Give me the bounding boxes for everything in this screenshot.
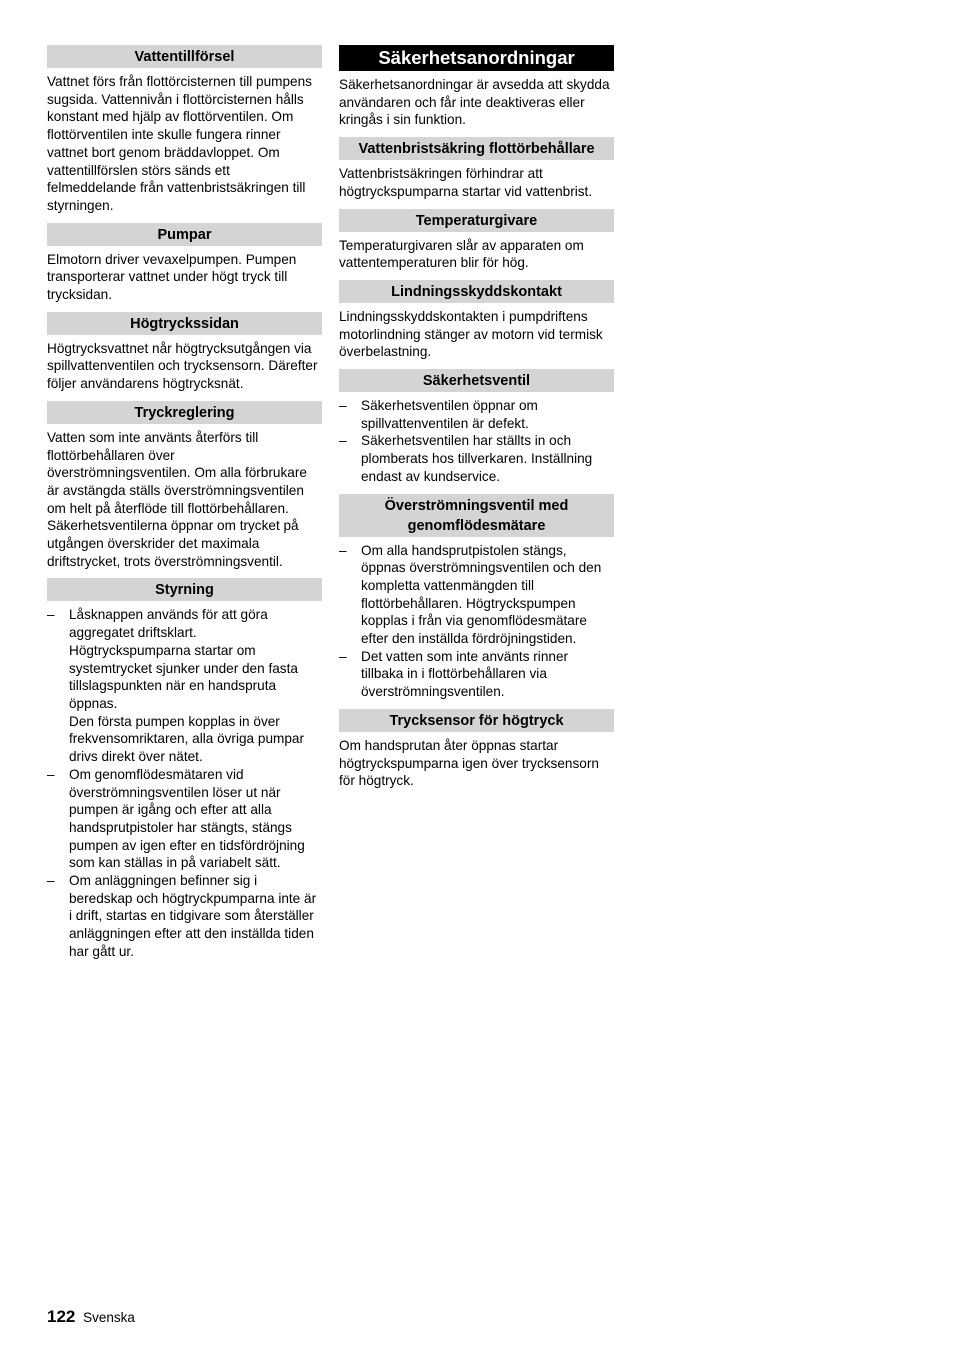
list-item-text: Om genomflödesmätaren vid överströmningsventilen löser ut när pumpen är igång och efter att alla handsprutpistoler har stängts, stängs pumpen av igen efter en tidsfördröjning som kan ställas in på variabelt sätt. [69, 766, 305, 871]
list-item [47, 872, 322, 961]
page-number: 122 [47, 1307, 76, 1326]
list-item [339, 648, 614, 701]
paragraph-tryckreglering: Vatten som inte använts återförs till flottörbehållaren över överströmningsventilen. Om alla förbrukare är avstängda ställs överströmningsventilen om helt på återflöde till flottörbehållaren. Säkerhetsventilerna öppnar om trycket på utgången överskrider det maximala driftstrycket, trots överströmningsventil. [47, 429, 307, 569]
right-column [339, 45, 614, 798]
list-item-text: Säkerhetsventilen öppnar om spillvattenventilen är defekt. [361, 398, 538, 431]
dash-bullet: – [47, 607, 55, 623]
list-item-text: Om anläggningen befinner sig i beredskap och högtryckpumparna inte är i drift, startas en tidgivare som återställer anläggningen efter att den inställda tiden har gått ur. [69, 873, 317, 959]
paragraph-pumpar: Elmotorn driver vevaxelpumpen. Pumpen transporterar vattnet under högt tryck till trycksidan. [47, 251, 297, 303]
dash-bullet: – [339, 542, 347, 558]
list-item [47, 606, 322, 765]
dash-bullet: – [339, 398, 347, 414]
page-footer [47, 1306, 135, 1329]
section-heading-vattenbrist: Vattenbristsäkring flottörbehållare [339, 137, 614, 160]
dash-bullet: – [339, 648, 347, 664]
section-heading-tryckreglering: Tryckreglering [47, 401, 322, 424]
dash-bullet: – [47, 766, 55, 782]
paragraph-trycksensor: Om handsprutan åter öppnas startar högtryckspumparna igen över trycksensorn för högtryck. [339, 737, 599, 789]
styrning-list [47, 606, 322, 960]
paragraph-lindning: Lindningsskyddskontakten i pumpdriftens motorlindning stänger av motorn vid termisk överbelastning. [339, 308, 603, 360]
list-item-text: Låsknappen används för att göra aggregatet driftsklart. Högtryckspumparna startar om systemtrycket sjunker under den fasta tillslagspunkten när en handspruta öppnas. [69, 607, 298, 711]
left-column [47, 45, 322, 969]
paragraph-temperaturgivare: Temperaturgivaren slår av apparaten om vattentemperaturen blir för hög. [339, 237, 584, 271]
list-item-text: Säkerhetsventilen har ställts in och plomberats hos tillverkaren. Inställning endast av kundservice. [361, 433, 593, 484]
paragraph-intro: Säkerhetsanordningar är avsedda att skydda användaren och får inte deaktiveras eller kringås i sin funktion. [339, 77, 610, 128]
chapter-title: Säkerhetsanordningar [339, 45, 614, 71]
list-item [47, 766, 322, 872]
list-item-continuation: Den första pumpen kopplas in över frekvensomriktaren, alla övriga pumpar drivs direkt över nätet. [69, 713, 304, 765]
section-heading-styrning: Styrning [47, 578, 322, 601]
dash-bullet: – [47, 873, 55, 889]
dash-bullet: – [339, 433, 347, 449]
footer-language: Svenska [83, 1310, 135, 1325]
section-heading-lindning: Lindningsskyddskontakt [339, 280, 614, 303]
list-item-text: Om alla handsprutpistolen stängs, öppnas överströmningsventilen och den kompletta vattenmängden till flottörbehållaren. Högtryckspumpen kopplas i från via genomflödesmätare efter den inställda fördröjningstiden. [361, 542, 602, 647]
list-item [339, 542, 614, 648]
section-heading-trycksensor: Trycksensor för högtryck [339, 709, 614, 732]
sakerhetsventil-list [339, 397, 614, 486]
paragraph-vattentillforsel: Vattnet förs från flottörcisternen till pumpens sugsida. Vattennivån i flottörcisternen hålls konstant med hjälp av flottörventilen. Om flottörventilen inte skulle fungera rinner vattnet bort genom bräddavloppet. Om vattentillförslen störs sänds ett felmeddelande från vattenbristsäkringen till styrningen. [47, 74, 312, 213]
section-heading-hogtryckssidan: Högtryckssidan [47, 312, 322, 335]
section-heading-overstromning: Överströmningsventil med genomflödesmätare [339, 494, 614, 537]
list-item-text: Det vatten som inte använts rinner tillbaka in i flottörbehållaren via överströmningsventilen. [361, 648, 569, 700]
paragraph-vattenbrist: Vattenbristsäkringen förhindrar att högtryckspumparna startar vid vattenbrist. [339, 166, 593, 199]
list-item [339, 432, 614, 485]
section-heading-temperaturgivare: Temperaturgivare [339, 209, 614, 232]
overstromning-list [339, 542, 614, 701]
section-heading-vattentillforsel: Vattentillförsel [47, 45, 322, 68]
paragraph-hogtryckssidan: Högtrycksvattnet når högtrycksutgången via spillvattenventilen och trycksensorn. Därefter följer användarens högtrycksnät. [47, 340, 318, 392]
section-heading-pumpar: Pumpar [47, 223, 322, 246]
section-heading-sakerhetsventil: Säkerhetsventil [339, 369, 614, 392]
list-item [339, 397, 614, 432]
